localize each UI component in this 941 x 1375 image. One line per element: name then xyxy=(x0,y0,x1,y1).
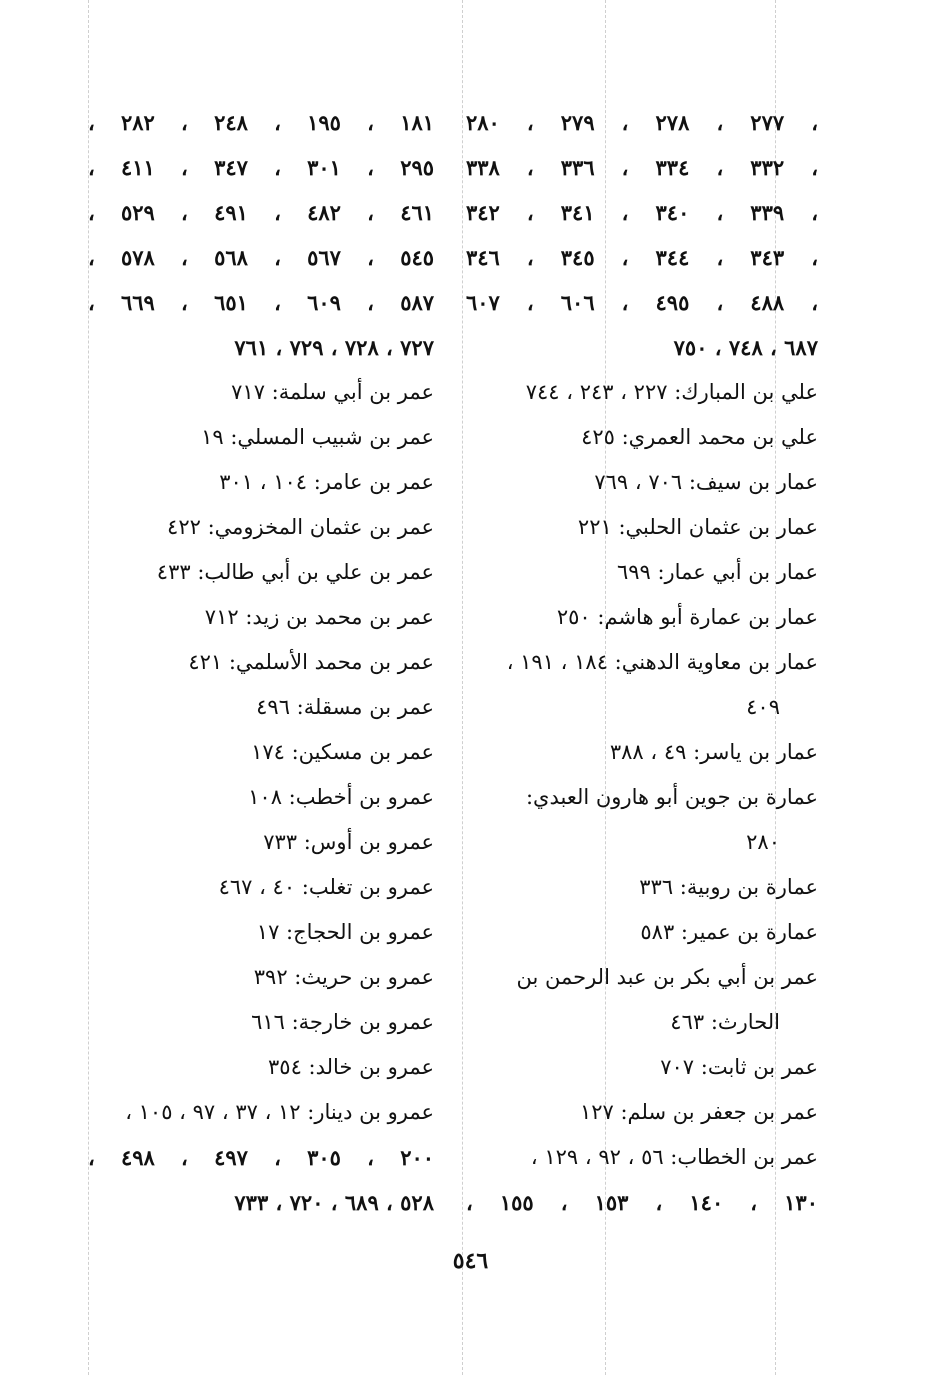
index-entry: عمار بن سيف: ٧٠٦ ، ٧٦٩ xyxy=(594,470,818,494)
index-entry: عمرو بن خارجة: ٦١٦ xyxy=(251,1010,434,1034)
left-index-column xyxy=(88,100,434,1225)
index-entry: عمر بن علي بن أبي طالب: ٤٣٣ xyxy=(156,560,434,584)
index-entry: عمر بن محمد بن زيد: ٧١٢ xyxy=(204,605,434,629)
index-entry: عمر بن أبي سلمة: ٧١٧ xyxy=(231,380,434,404)
index-continuation: ٦٨٧ ، ٧٤٨ ، ٧٥٠ xyxy=(673,335,818,360)
index-continuation: ٤٦١ ، ٤٨٢ ، ٤٩١ ، ٥٢٩ ، xyxy=(88,200,434,225)
index-entry: عمرو بن خالد: ٣٥٤ xyxy=(268,1055,434,1079)
index-entry: عمر بن ثابت: ٧٠٧ xyxy=(660,1055,818,1079)
index-entry: عمار بن عمارة أبو هاشم: ٢٥٠ xyxy=(556,605,818,629)
index-entry: عمر بن محمد الأسلمي: ٤٢١ xyxy=(188,650,434,674)
index-continuation: ٢٨٠ xyxy=(746,830,780,854)
index-continuation: الحارث: ٤٦٣ xyxy=(670,1010,780,1034)
index-entry: عمرو بن أخطب: ١٠٨ xyxy=(248,785,434,809)
page-number: ٥٤٦ xyxy=(452,1248,489,1274)
index-entry: عمرو بن أوس: ٧٣٣ xyxy=(263,830,434,854)
index-continuation: ١٨١ ، ١٩٥ ، ٢٤٨ ، ٢٨٢ ، xyxy=(88,110,434,135)
index-entry: عمار بن أبي عمار: ٦٩٩ xyxy=(616,560,818,584)
index-continuation: ٢٠٠ ، ٣٠٥ ، ٤٩٧ ، ٤٩٨ ، xyxy=(88,1145,434,1170)
index-entry: عمرو بن الحجاج: ١٧ xyxy=(256,920,434,944)
index-continuation: ٥٤٥ ، ٥٦٧ ، ٥٦٨ ، ٥٧٨ ، xyxy=(88,245,434,270)
index-entry: عمار بن عثمان الحلبي: ٢٢١ xyxy=(577,515,818,539)
index-entry: عمر بن عامر: ١٠٤ ، ٣٠١ xyxy=(219,470,434,494)
index-continuation: ٥٢٨ ، ٦٨٩ ، ٧٢٠ ، ٧٣٣ xyxy=(234,1190,434,1215)
index-continuation: ٢٩٥ ، ٣٠١ ، ٣٤٧ ، ٤١١ ، xyxy=(88,155,434,180)
index-entry: عمر بن الخطاب: ٥٦ ، ٩٢ ، ١٢٩ ، xyxy=(530,1145,818,1169)
index-continuation: ، ٣٤٣ ، ٣٤٤ ، ٣٤٥ ، ٣٤٦ xyxy=(466,245,818,270)
index-entry: عمر بن عثمان المخزومي: ٤٢٢ xyxy=(167,515,434,539)
index-entry: علي بن محمد العمري: ٤٢٥ xyxy=(581,425,818,449)
index-entry: علي بن المبارك: ٢٢٧ ، ٢٤٣ ، ٧٤٤ xyxy=(525,380,818,404)
index-entry: عمرو بن تغلب: ٤٠ ، ٤٦٧ xyxy=(218,875,434,899)
index-continuation: ، ٣٣٩ ، ٣٤٠ ، ٣٤١ ، ٣٤٢ xyxy=(466,200,818,225)
index-entry: عمر بن جعفر بن سلم: ١٢٧ xyxy=(579,1100,818,1124)
index-continuation: ٤٠٩ xyxy=(746,695,780,719)
index-entry: عمر بن أبي بكر بن عبد الرحمن بن xyxy=(516,965,818,989)
index-entry: عمر بن شبيب المسلي: ١٩ xyxy=(201,425,434,449)
index-entry: عمارة بن جوين أبو هارون العبدي: xyxy=(525,785,818,809)
index-continuation: ٥٨٧ ، ٦٠٩ ، ٦٥١ ، ٦٦٩ ، xyxy=(88,290,434,315)
index-entry: عمار بن ياسر: ٤٩ ، ٣٨٨ xyxy=(609,740,818,764)
index-continuation: ٧٢٧ ، ٧٢٨ ، ٧٢٩ ، ٧٦١ xyxy=(234,335,434,360)
index-continuation: ، ٤٨٨ ، ٤٩٥ ، ٦٠٦ ، ٦٠٧ xyxy=(466,290,818,315)
index-continuation: ، ٢٧٧ ، ٢٧٨ ، ٢٧٩ ، ٢٨٠ xyxy=(466,110,818,135)
index-continuation: ، ٣٣٢ ، ٣٣٤ ، ٣٣٦ ، ٣٣٨ xyxy=(466,155,818,180)
index-entry: عمر بن مسكين: ١٧٤ xyxy=(251,740,434,764)
index-entry: عمارة بن روبية: ٣٣٦ xyxy=(639,875,818,899)
right-index-column xyxy=(466,100,818,1225)
index-entry: عمار بن معاوية الدهني: ١٨٤ ، ١٩١ ، xyxy=(506,650,818,674)
index-entry: عمارة بن عمير: ٥٨٣ xyxy=(640,920,818,944)
index-continuation: ١٣٠ ، ١٤٠ ، ١٥٣ ، ١٥٥ ، xyxy=(466,1190,818,1215)
index-entry: عمرو بن حريث: ٣٩٢ xyxy=(253,965,434,989)
scan-guide-line xyxy=(462,0,463,1375)
index-entry: عمرو بن دينار: ١٢ ، ٣٧ ، ٩٧ ، ١٠٥ ، xyxy=(125,1100,434,1124)
index-entry: عمر بن مسقلة: ٤٩٦ xyxy=(256,695,434,719)
